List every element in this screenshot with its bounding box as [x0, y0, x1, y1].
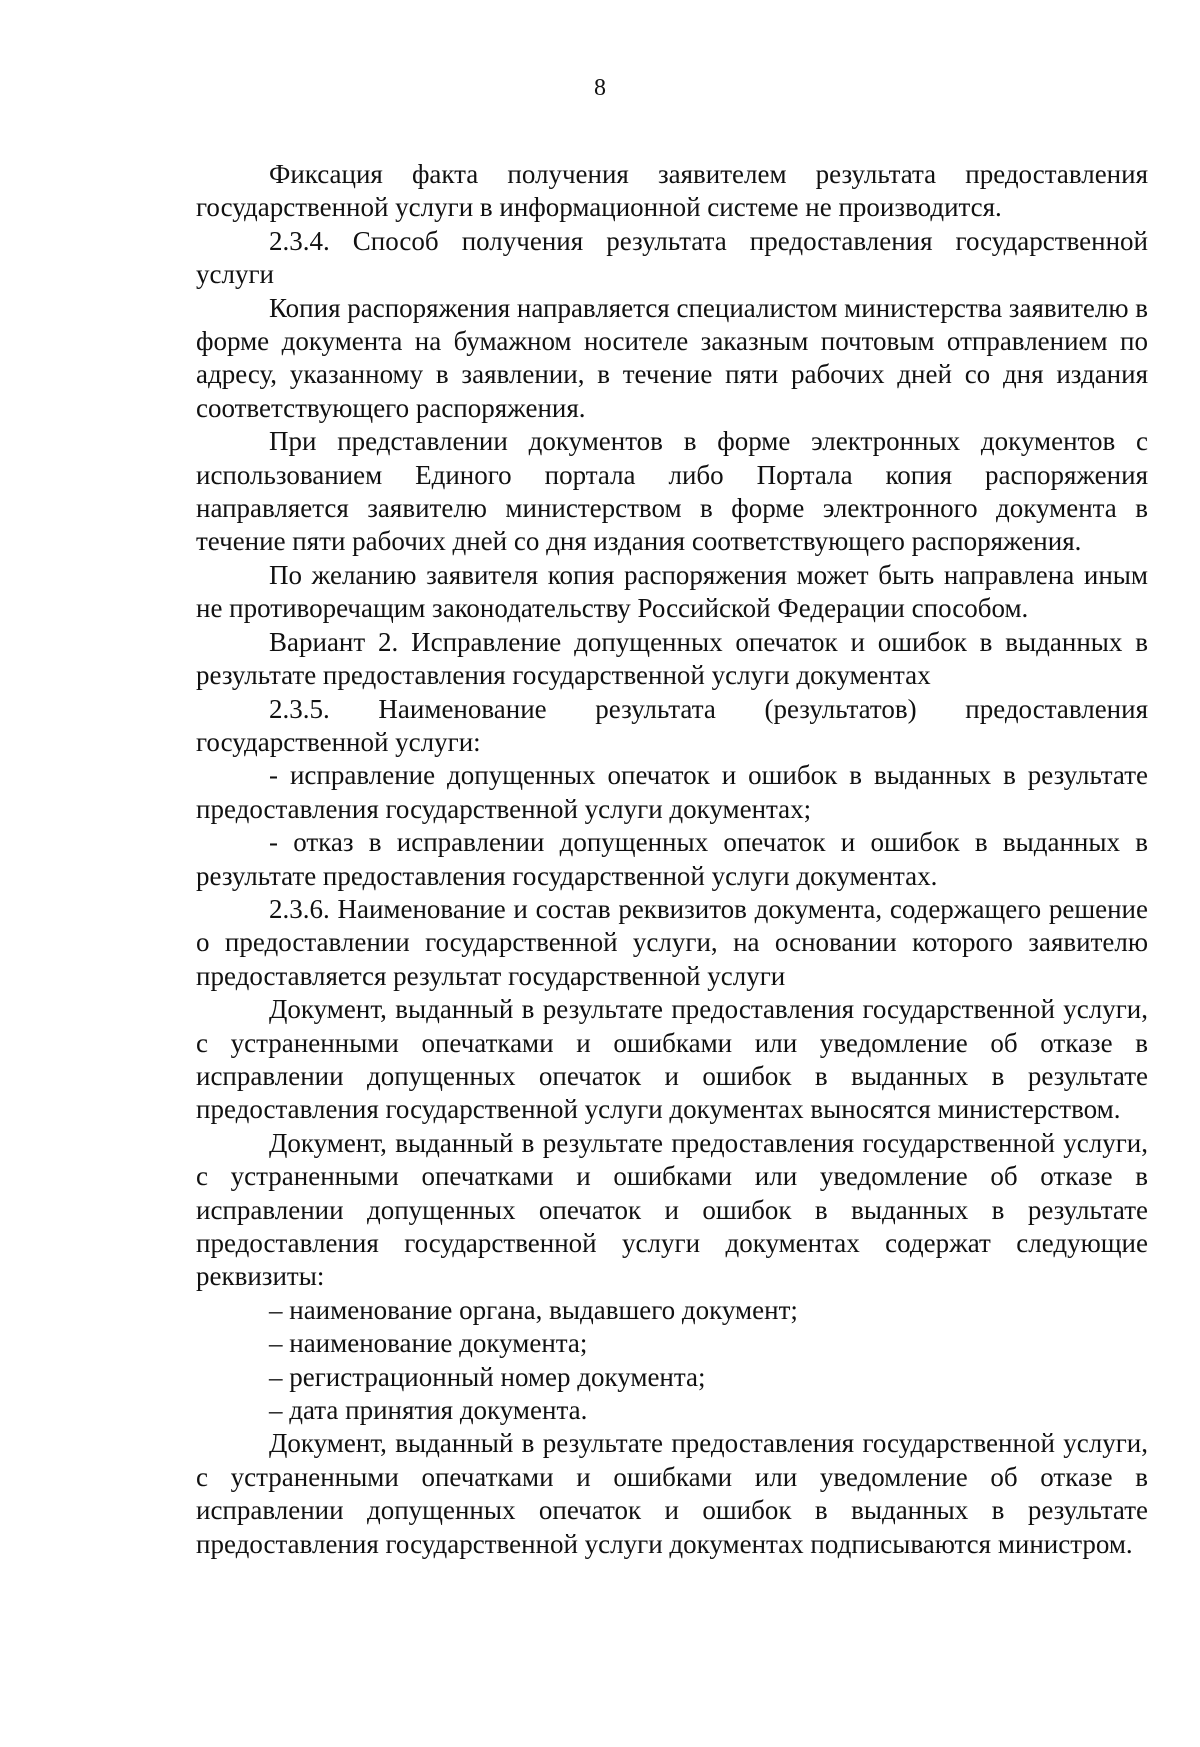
section-heading-2-3-5: 2.3.5. Наименование результата (результатов) предоставления государственной услуги: [196, 693, 1148, 757]
paragraph: Копия распоряжения направляется специалистом министерства заявителю в форме документа на бумажном носителе заказным почтовым отправлением по адресу, указанному в заявлении, в течение пяти рабочих дней со дня издания соответствующего распоряжения. [196, 292, 1148, 423]
paragraph: По желанию заявителя копия распоряжения может быть направлена иным не противоречащим законодательству Российской Федерации способом. [196, 559, 1148, 624]
requisite-item: – регистрационный номер документа; [269, 1361, 706, 1392]
paragraph: Документ, выданный в результате предоставления государственной услуги, с устраненными опечатками и ошибками или уведомление об отказе в исправлении допущенных опечаток и ошибок в выданных в результате предоставления государственной услуги документах подписываются министром. [196, 1428, 1148, 1559]
section-heading-2-3-4: 2.3.4. Способ получения результата предоставления государственной услуги [196, 225, 1148, 290]
document-body [196, 158, 1148, 1561]
list-item: - отказ в исправлении допущенных опечаток и ошибок в выданных в результате предоставления государственной услуги документах. [196, 827, 1148, 891]
requisite-item: – дата принятия документа. [269, 1395, 588, 1426]
section-heading-2-3-6: 2.3.6. Наименование и состав реквизитов документа, содержащего решение о предоставлении государственной услуги, на основании которого заявителю предоставляется результат государственной услуги [196, 893, 1148, 991]
variant-heading: Вариант 2. Исправление допущенных опечаток и ошибок в выданных в результате предоставления государственной услуги документах [196, 626, 1148, 691]
requisite-item: – наименование органа, выдавшего документ; [269, 1294, 798, 1325]
paragraph: Фиксация факта получения заявителем результата предоставления государственной услуги в информационной системе не производится. [196, 159, 1148, 223]
paragraph: При представлении документов в форме электронных документов с использованием Единого портала либо Портала копия распоряжения направляется заявителю министерством в форме электронного документа в течение пяти рабочих дней со дня издания соответствующего распоряжения. [196, 426, 1148, 557]
list-item: - исправление допущенных опечаток и ошибок в выданных в результате предоставления государственной услуги документах; [196, 760, 1148, 824]
paragraph: Документ, выданный в результате предоставления государственной услуги, с устраненными опечатками и ошибками или уведомление об отказе в исправлении допущенных опечаток и ошибок в выданных в результате предоставления государственной услуги документах выносятся министерством. [196, 994, 1148, 1125]
paragraph: Документ, выданный в результате предоставления государственной услуги, с устраненными опечатками и ошибками или уведомление об отказе в исправлении допущенных опечаток и ошибок в выданных в результате предоставления государственной услуги документах содержат следующие реквизиты: [196, 1127, 1148, 1292]
page-number: 8 [594, 75, 606, 101]
requisite-item: – наименование документа; [269, 1328, 588, 1359]
